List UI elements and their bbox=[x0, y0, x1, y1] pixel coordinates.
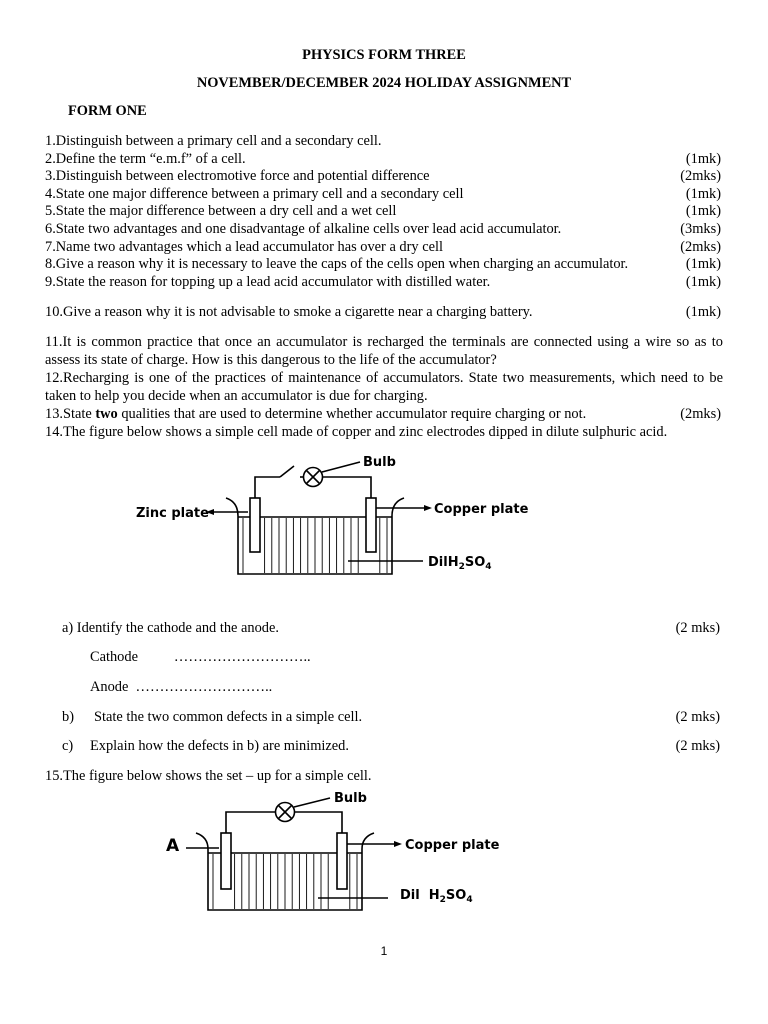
document-title: PHYSICS FORM THREE bbox=[302, 47, 466, 63]
question-12: 12.Recharging is one of the practices of maintenance of accumulators. State two measurements, which need to be taken to help you decide when an accumulator is due for charging. bbox=[45, 370, 723, 404]
acid-mid: SO bbox=[445, 888, 467, 903]
question-15: 15.The figure below shows the set – up for a simple cell. bbox=[45, 768, 372, 784]
acid-sub1: 2 bbox=[439, 895, 446, 905]
question-text-bold: two bbox=[95, 406, 118, 422]
question-marks: (1mk) bbox=[685, 185, 721, 202]
question-marks: (1mk) bbox=[685, 304, 721, 320]
question-4 bbox=[45, 185, 721, 203]
question-marks: (1mk) bbox=[685, 273, 721, 290]
acid-label bbox=[400, 888, 473, 905]
question-9 bbox=[45, 273, 721, 291]
question-marks: (3mks) bbox=[680, 221, 721, 237]
question-marks: (1mk) bbox=[685, 203, 721, 220]
question-marks: (1mk) bbox=[685, 256, 721, 273]
acid-mid: SO bbox=[464, 555, 486, 570]
acid-sub1: 2 bbox=[458, 562, 465, 572]
question-text-post: qualities that are used to determine whether accumulator require charging or not. bbox=[117, 406, 587, 422]
question-2 bbox=[45, 150, 721, 168]
question-3 bbox=[45, 167, 721, 185]
question-marks: (2mks) bbox=[680, 238, 721, 255]
anode-answer-line: Anode ……………………….. bbox=[90, 679, 273, 695]
page-number: 1 bbox=[380, 944, 388, 958]
question-text: 14.The figure below shows a simple cell made of copper and zinc electrodes dipped in dilute sulphuric acid. bbox=[45, 424, 668, 440]
question-1 bbox=[45, 132, 721, 150]
acid-sub2: 4 bbox=[485, 562, 492, 572]
question-13 bbox=[45, 405, 721, 423]
question-marks: (1mk) bbox=[685, 150, 721, 167]
question-text bbox=[45, 405, 586, 423]
question-marks: (2mks) bbox=[680, 406, 721, 422]
question-14b: State the two common defects in a simple cell. bbox=[94, 709, 363, 725]
question-14a: a) Identify the cathode and the anode. bbox=[62, 620, 279, 636]
question-text: 8.Give a reason why it is necessary to leave the caps of the cells open when charging an accumulator. bbox=[45, 256, 629, 273]
question-text-pre: 13.State bbox=[45, 406, 96, 422]
question-14 bbox=[45, 423, 721, 441]
a-label: A bbox=[166, 836, 180, 856]
question-text: 9.State the reason for topping up a lead acid accumulator with distilled water. bbox=[45, 273, 491, 290]
question-7 bbox=[45, 238, 721, 256]
question-text: 10.Give a reason why it is not advisable to smoke a cigarette near a charging battery. bbox=[45, 304, 533, 320]
question-text: 2.Define the term “e.m.f” of a cell. bbox=[45, 150, 246, 167]
acid-prefix: Dil H bbox=[400, 888, 440, 903]
copper-plate-label: Copper plate bbox=[405, 838, 500, 853]
question-11: 11.It is common practice that once an accumulator is recharged the terminals are connected using a wire so as to assess its state of charge. How is this dangerous to the life of the accumulator? bbox=[45, 334, 723, 368]
assignment-title: NOVEMBER/DECEMBER 2024 HOLIDAY ASSIGNMENT bbox=[196, 75, 572, 91]
question-marks: (2mks) bbox=[680, 168, 721, 185]
acid-sub2: 4 bbox=[466, 895, 473, 905]
bulb-label: Bulb bbox=[363, 455, 396, 470]
simple-cell-figure-2 bbox=[160, 787, 520, 915]
zinc-plate-label: Zinc plate bbox=[136, 506, 209, 521]
question-14c-marks: (2 mks) bbox=[675, 738, 720, 754]
acid-prefix: DilH bbox=[428, 555, 459, 570]
question-10 bbox=[45, 303, 721, 321]
bulb-label: Bulb bbox=[334, 791, 367, 806]
acid-label bbox=[428, 555, 492, 572]
question-14b-label: b) bbox=[62, 709, 74, 725]
question-14c-label: c) bbox=[62, 738, 74, 754]
question-5 bbox=[45, 202, 721, 220]
question-14c: Explain how the defects in b) are minimized. bbox=[90, 738, 349, 754]
question-14a-marks: (2 mks) bbox=[675, 620, 720, 636]
section-heading: FORM ONE bbox=[68, 103, 147, 119]
question-text: 4.State one major difference between a primary cell and a secondary cell bbox=[45, 185, 464, 202]
question-6 bbox=[45, 220, 721, 238]
question-text: 3.Distinguish between electromotive force and potential difference bbox=[45, 168, 430, 185]
cathode-answer-line: Cathode ……………………….. bbox=[90, 649, 311, 665]
question-text: 1.Distinguish between a primary cell and a secondary cell. bbox=[45, 133, 382, 149]
copper-plate-label: Copper plate bbox=[434, 502, 529, 517]
question-text: 5.State the major difference between a dry cell and a wet cell bbox=[45, 203, 397, 220]
question-text: 7.Name two advantages which a lead accumulator has over a dry cell bbox=[45, 238, 443, 255]
question-text: 6.State two advantages and one disadvantage of alkaline cells over lead acid accumulator. bbox=[45, 221, 562, 237]
simple-cell-figure-1 bbox=[130, 448, 530, 583]
question-14b-marks: (2 mks) bbox=[675, 709, 720, 725]
question-8 bbox=[45, 255, 721, 273]
